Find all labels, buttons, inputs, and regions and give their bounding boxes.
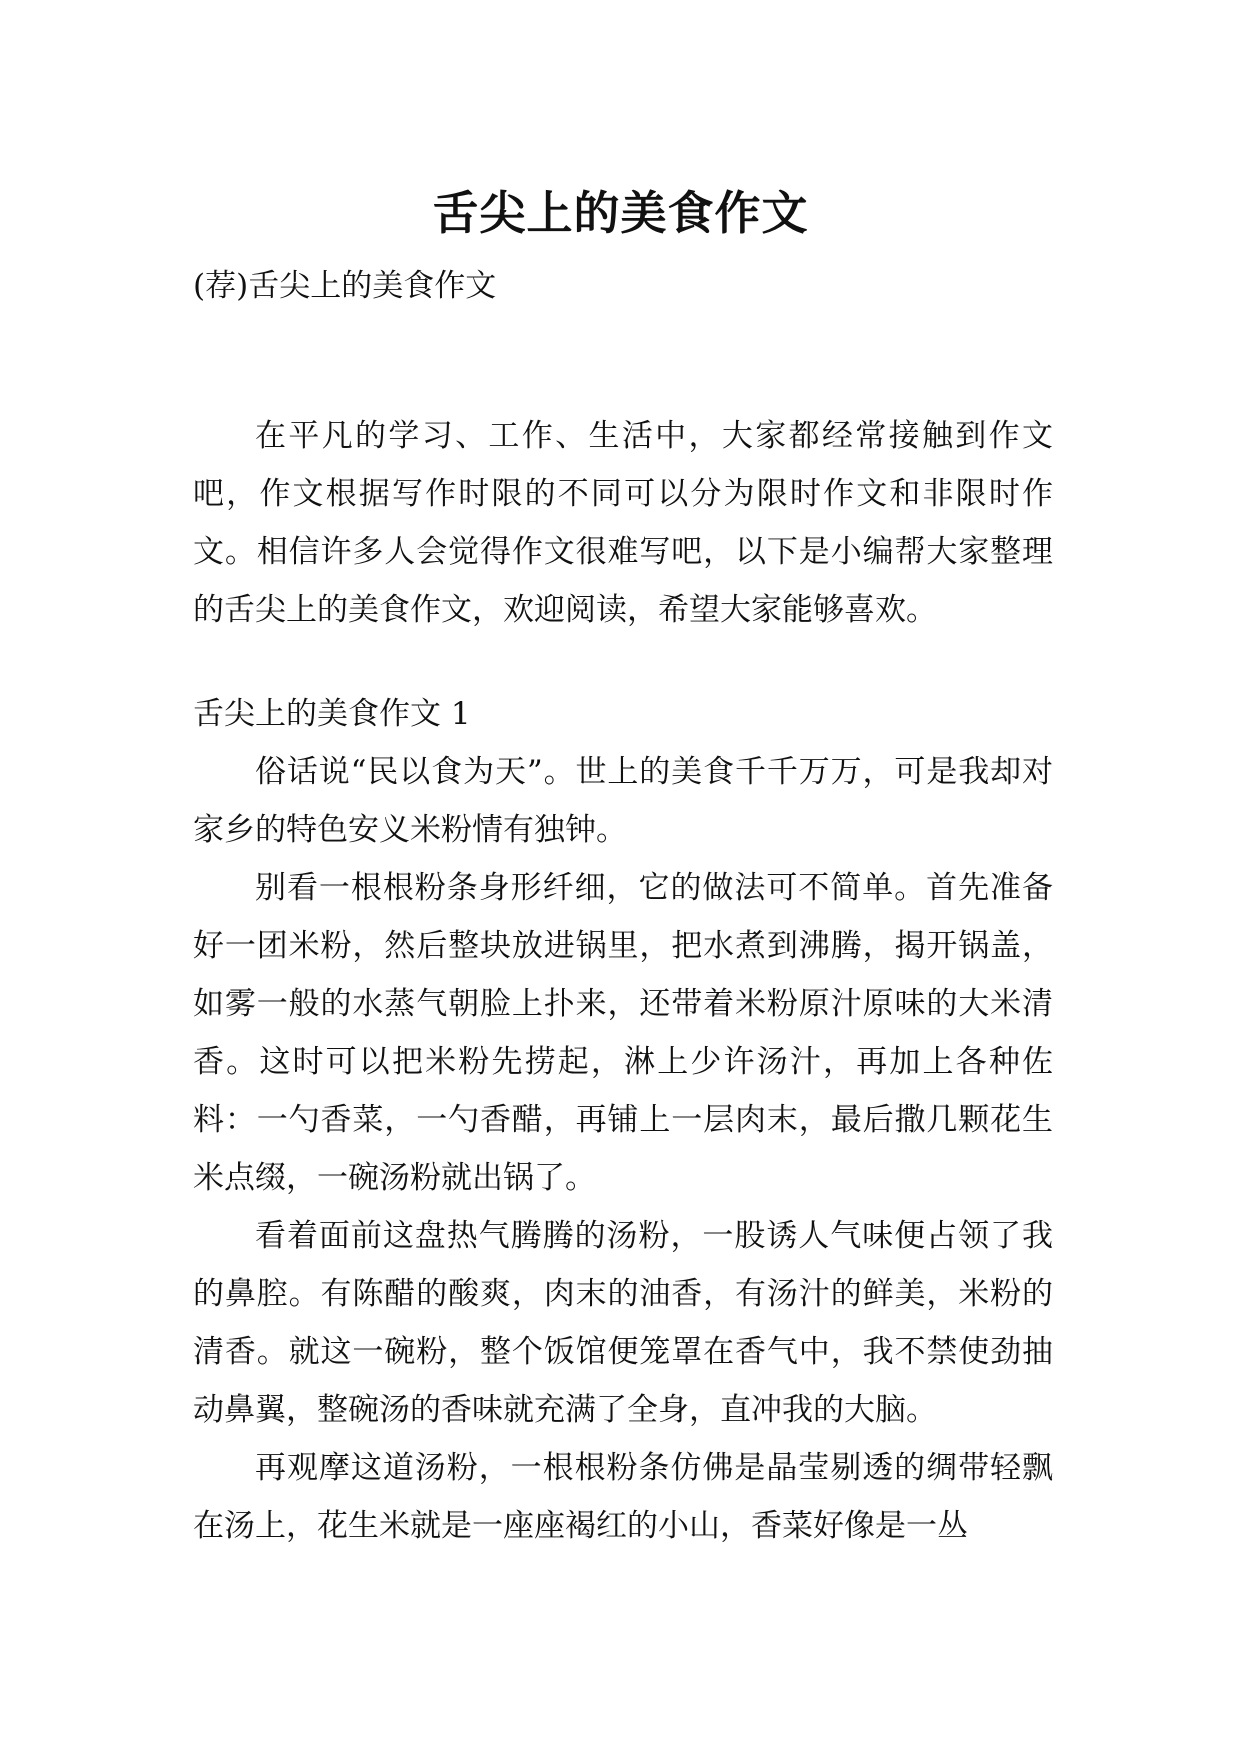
intro-paragraph: 在平凡的学习、工作、生活中，大家都经常接触到作文吧，作文根据写作时限的不同可以分为限时作文和非限时作文。相信许多人会觉得作文很难写吧，以下是小编帮大家整理的舌尖上的美食作文，欢迎阅读，希望大家能够喜欢。 xyxy=(193,418,1053,628)
section-heading: 舌尖上的美食作文 1 xyxy=(193,696,471,732)
document-body xyxy=(193,407,1053,1555)
body-paragraph: 别看一根根粉条身形纤细，它的做法可不简单。首先准备好一团米粉，然后整块放进锅里，把水煮到沸腾，揭开锅盖，如雾一般的水蒸气朝脸上扑来，还带着米粉原汁原味的大米清香。这时可以把米粉先捞起，淋上少许汤汁，再加上各种佐料：一勺香菜，一勺香醋，再铺上一层肉末，最后撒几颗花生米点缀，一碗汤粉就出锅了。 xyxy=(193,870,1053,1196)
document-subtitle: (荐)舌尖上的美食作文 xyxy=(193,268,497,304)
page-title: 舌尖上的美食作文 xyxy=(432,185,809,240)
body-paragraph: 俗话说“民以食为天”。世上的美食千千万万，可是我却对家乡的特色安义米粉情有独钟。 xyxy=(193,754,1053,848)
body-paragraph: 再观摩这道汤粉，一根根粉条仿佛是晶莹剔透的绸带轻飘在汤上，花生米就是一座座褐红的小山，香菜好像是一丛 xyxy=(193,1450,1053,1544)
body-paragraph: 看着面前这盘热气腾腾的汤粉，一股诱人气味便占领了我的鼻腔。有陈醋的酸爽，肉末的油香，有汤汁的鲜美，米粉的清香。就这一碗粉，整个饭馆便笼罩在香气中，我不禁使劲抽动鼻翼，整碗汤的香味就充满了全身，直冲我的大脑。 xyxy=(193,1218,1053,1428)
